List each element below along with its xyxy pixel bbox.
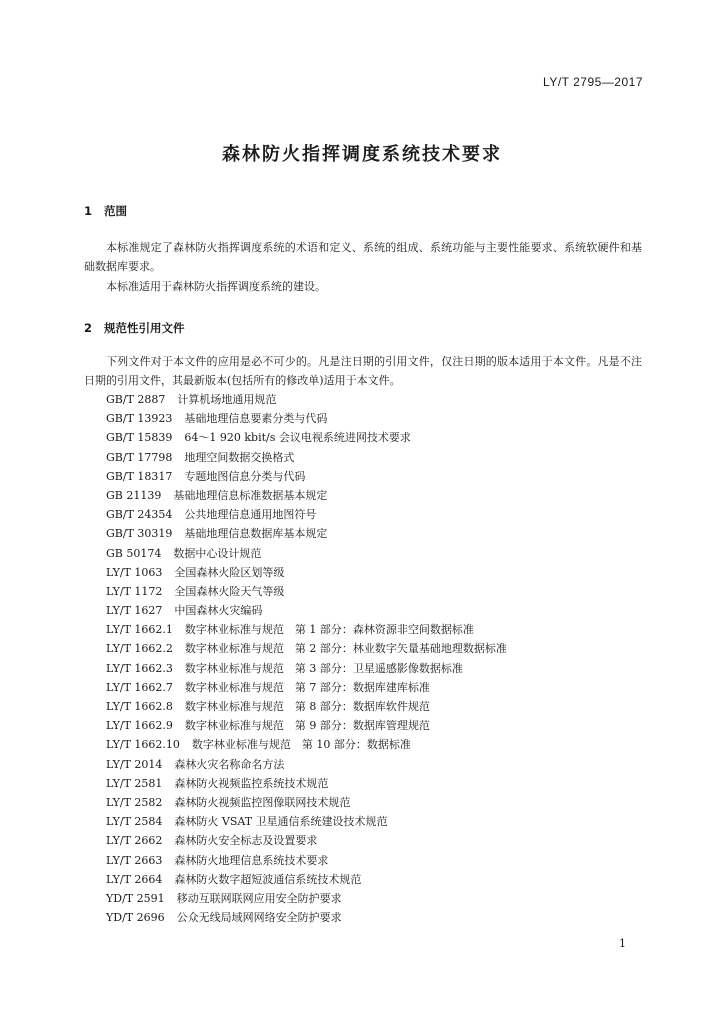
section-2-heading [84,320,185,336]
reference-code: LY/T 2663 [106,853,163,867]
reference-item [106,870,646,889]
reference-code: GB/T 30319 [106,527,173,541]
reference-item [106,467,646,486]
reference-item [106,582,646,601]
standard-code: LY/T 2795—2017 [543,75,643,89]
reference-list [106,390,646,927]
reference-item [106,908,646,927]
reference-code: YD/T 2591 [106,891,165,905]
reference-code: LY/T 1063 [106,565,163,579]
reference-item [106,448,646,467]
reference-title: 全国森林火险区划等级 [174,565,285,579]
section-1-heading [84,203,127,219]
reference-item [106,524,646,543]
reference-title: 森林防火视频监控系统技术规范 [174,776,329,790]
reference-item [106,889,646,908]
reference-code: YD/T 2696 [106,911,165,925]
reference-title: 基础地理信息标准数据基本规定 [173,488,328,502]
reference-code: GB/T 15839 [106,431,173,445]
reference-item [106,697,646,716]
reference-title: 基础地理信息要素分类与代码 [184,412,328,426]
reference-title: 公众无线局域网网络安全防护要求 [176,911,342,925]
reference-item [106,601,646,620]
reference-item [106,409,646,428]
reference-code: LY/T 1172 [106,584,163,598]
reference-item [106,716,646,735]
reference-title: 数字林业标准与规范 第 3 部分：卫星遥感影像数据标准 [184,661,463,675]
reference-title: 森林防火数字超短波通信系统技术规范 [174,872,362,886]
reference-code: GB/T 13923 [106,412,173,426]
reference-item [106,812,646,831]
reference-item [106,620,646,639]
scope-paragraph-1: 本标准规定了森林防火指挥调度系统的术语和定义、系统的组成、系统功能与主要性能要求、系统软硬件和基础数据库要求。 [84,241,642,273]
reference-code: LY/T 2664 [106,872,163,886]
reference-title: 森林防火 VSAT 卫星通信系统建设技术规范 [174,815,388,829]
reference-title: 地理空间数据交换格式 [184,450,295,464]
reference-item [106,774,646,793]
reference-item [106,735,646,754]
reference-item [106,390,646,409]
reference-item [106,659,646,678]
page-number: 1 [619,937,626,950]
reference-code: LY/T 1662.2 [106,642,173,656]
reference-code: LY/T 2584 [106,815,163,829]
reference-item [106,678,646,697]
reference-item [106,851,646,870]
reference-title: 专题地图信息分类与代码 [184,469,306,483]
reference-title: 基础地理信息数据库基本规定 [184,527,328,541]
reference-title: 森林防火安全标志及设置要求 [174,834,318,848]
reference-code: GB 50174 [106,546,162,560]
reference-code: LY/T 2662 [106,834,163,848]
reference-title: 数字林业标准与规范 第 2 部分：林业数字矢量基础地理数据标准 [184,642,507,656]
reference-title: 全国森林火险天气等级 [174,584,285,598]
section-2-title: 规范性引用文件 [104,321,185,335]
reference-code: LY/T 1662.3 [106,661,173,675]
reference-item [106,639,646,658]
reference-item [106,793,646,812]
reference-code: LY/T 1662.9 [106,719,173,733]
reference-title: 森林火灾名称命名方法 [174,757,285,771]
reference-code: LY/T 1627 [106,604,163,618]
scope-paragraph-2: 本标准适用于森林防火指挥调度系统的建设。 [106,280,326,293]
reference-code: LY/T 2582 [106,795,163,809]
reference-title: 计算机场地通用规范 [177,393,277,406]
reference-code: GB/T 24354 [106,508,173,522]
reference-item [106,831,646,850]
reference-code: GB/T 2887 [106,393,166,406]
reference-title: 公共地理信息通用地图符号 [184,508,317,522]
reference-code: LY/T 1662.1 [106,623,173,637]
reference-title: 数字林业标准与规范 第 9 部分：数据库管理规范 [184,719,430,733]
document-title: 森林防火指挥调度系统技术要求 [222,144,502,165]
reference-item [106,486,646,505]
reference-title: 移动互联网联网应用安全防护要求 [176,891,342,905]
reference-item [106,755,646,774]
reference-title: 数据中心设计规范 [173,546,262,560]
reference-code: LY/T 1662.7 [106,680,173,694]
reference-item [106,505,646,524]
section-1-title: 范围 [104,204,127,218]
reference-code: GB 21139 [106,488,162,502]
reference-code: GB/T 17798 [106,450,173,464]
reference-code: LY/T 2581 [106,776,163,790]
reference-item [106,563,646,582]
reference-code: GB/T 18317 [106,469,173,483]
references-intro: 下列文件对于本文件的应用是必不可少的。凡是注日期的引用文件，仅注日期的版本适用于本文件。凡是不注日期的引用文件，其最新版本(包括所有的修改单)适用于本文件。 [84,355,642,387]
reference-title: 数字林业标准与规范 第 7 部分：数据库建库标准 [184,680,430,694]
reference-code: LY/T 1662.8 [106,700,173,713]
reference-title: 数字林业标准与规范 第 8 部分：数据库软件规范 [184,700,430,713]
reference-title: 森林防火视频监控图像联网技术规范 [174,795,351,809]
reference-title: 数字林业标准与规范 第 10 部分：数据标准 [191,738,411,752]
reference-title: 64～1 920 kbit/s 会议电视系统进网技术要求 [184,431,411,445]
reference-code: LY/T 2014 [106,757,163,771]
reference-title: 数字林业标准与规范 第 1 部分：森林资源非空间数据标准 [184,623,474,637]
reference-code: LY/T 1662.10 [106,738,180,752]
reference-item [106,544,646,563]
reference-title: 中国森林火灾编码 [174,604,263,618]
section-2-number: 2 [84,321,93,335]
reference-title: 森林防火地理信息系统技术要求 [174,853,329,867]
section-1-number: 1 [84,204,93,218]
reference-item [106,428,646,447]
